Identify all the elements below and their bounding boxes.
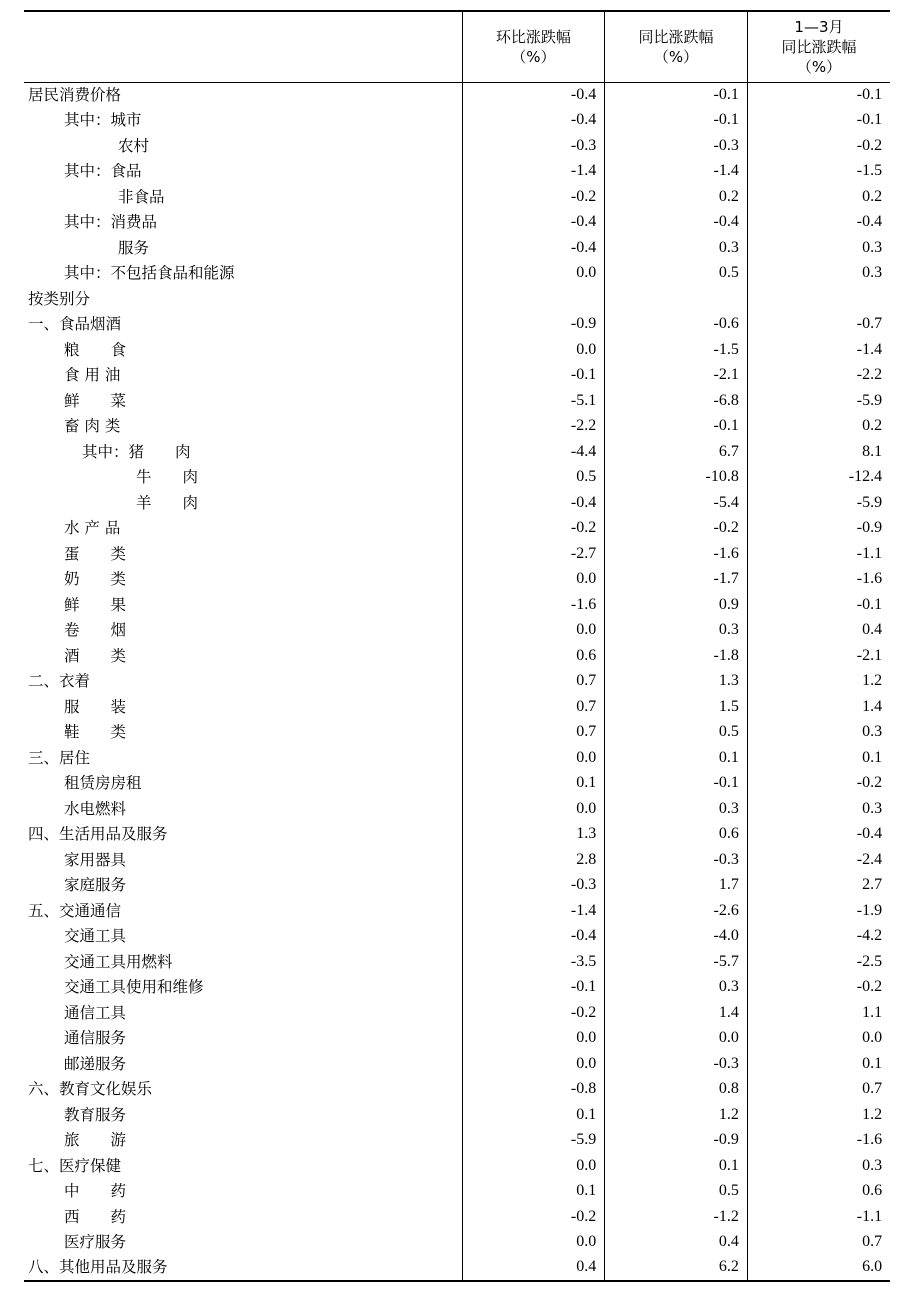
row-label: 其中：城市 bbox=[64, 111, 142, 130]
row-value-yoy: 0.3 bbox=[605, 618, 748, 644]
row-value-yoy: -2.6 bbox=[605, 898, 748, 924]
row-value-yoy: 0.3 bbox=[605, 235, 748, 261]
row-label: 非食品 bbox=[118, 187, 165, 206]
row-value-mom: 0.0 bbox=[462, 796, 605, 822]
row-value-yoy: 0.1 bbox=[605, 1153, 748, 1179]
row-label: 教育服务 bbox=[64, 1105, 127, 1124]
row-label: 牛 肉 bbox=[136, 468, 199, 487]
table-row bbox=[24, 975, 890, 1001]
table-row bbox=[24, 1051, 890, 1077]
row-value-yoy: -0.6 bbox=[605, 312, 748, 338]
row-label: 八、其他用品及服务 bbox=[24, 1255, 462, 1281]
row-label: 蛋 类 bbox=[64, 544, 127, 563]
row-value-yoy: -0.3 bbox=[605, 847, 748, 873]
row-label: 羊 肉 bbox=[136, 493, 199, 512]
table-row bbox=[24, 643, 890, 669]
row-value-ytd: -2.1 bbox=[747, 643, 890, 669]
row-label: 服务 bbox=[118, 238, 150, 257]
row-value-mom: -0.3 bbox=[462, 873, 605, 899]
row-value-yoy: -0.3 bbox=[605, 133, 748, 159]
table-row bbox=[24, 210, 890, 236]
row-label: 水 产 品 bbox=[64, 519, 121, 538]
row-label: 卷 烟 bbox=[64, 621, 127, 640]
row-value-yoy: 1.3 bbox=[605, 669, 748, 695]
row-value-yoy: -0.1 bbox=[605, 414, 748, 440]
row-value-yoy: -0.1 bbox=[605, 82, 748, 108]
table-row bbox=[24, 337, 890, 363]
row-value-mom: 0.1 bbox=[462, 1102, 605, 1128]
row-value-yoy: -2.1 bbox=[605, 363, 748, 389]
row-value-ytd: 0.3 bbox=[747, 720, 890, 746]
row-value-ytd bbox=[747, 286, 890, 312]
row-value-mom: -0.2 bbox=[462, 1204, 605, 1230]
row-value-ytd: 0.1 bbox=[747, 1051, 890, 1077]
table-row bbox=[24, 1153, 890, 1179]
table-row bbox=[24, 796, 890, 822]
row-label: 五、交通通信 bbox=[28, 901, 122, 920]
row-value-ytd: -0.7 bbox=[747, 312, 890, 338]
row-value-mom: -0.9 bbox=[462, 312, 605, 338]
row-value-mom: 0.1 bbox=[462, 1179, 605, 1205]
row-value-ytd: -0.4 bbox=[747, 210, 890, 236]
row-label: 西 药 bbox=[64, 1207, 127, 1226]
row-value-ytd: 0.2 bbox=[747, 414, 890, 440]
row-value-mom: -1.4 bbox=[462, 159, 605, 185]
row-label: 中 药 bbox=[64, 1182, 127, 1201]
row-value-mom: -0.2 bbox=[462, 1000, 605, 1026]
row-label: 农村 bbox=[118, 136, 150, 155]
row-value-mom: 0.0 bbox=[462, 618, 605, 644]
table-row bbox=[24, 261, 890, 287]
header-yoy bbox=[605, 11, 748, 82]
row-value-ytd: 0.7 bbox=[747, 1077, 890, 1103]
row-value-yoy: 0.4 bbox=[605, 1230, 748, 1256]
row-label: 通信服务 bbox=[64, 1029, 127, 1048]
row-label: 通信工具 bbox=[64, 1003, 127, 1022]
row-value-ytd: 1.2 bbox=[747, 1102, 890, 1128]
row-value-mom: 0.0 bbox=[462, 745, 605, 771]
cpi-table bbox=[24, 10, 890, 1282]
row-value-yoy: 0.2 bbox=[605, 184, 748, 210]
table-row bbox=[24, 822, 890, 848]
row-value-mom: 0.0 bbox=[462, 261, 605, 287]
table-row bbox=[24, 618, 890, 644]
row-value-yoy: 1.5 bbox=[605, 694, 748, 720]
row-value-ytd: 6.0 bbox=[747, 1255, 890, 1281]
row-value-yoy: 1.7 bbox=[605, 873, 748, 899]
row-value-mom: 0.6 bbox=[462, 643, 605, 669]
row-value-mom: -0.4 bbox=[462, 82, 605, 108]
table-row bbox=[24, 1204, 890, 1230]
row-value-ytd: 0.3 bbox=[747, 261, 890, 287]
row-value-yoy: -5.7 bbox=[605, 949, 748, 975]
row-value-ytd: -12.4 bbox=[747, 465, 890, 491]
row-value-yoy: -10.8 bbox=[605, 465, 748, 491]
row-value-mom: 0.0 bbox=[462, 1230, 605, 1256]
row-value-yoy: 0.9 bbox=[605, 592, 748, 618]
row-label: 旅 游 bbox=[64, 1131, 127, 1150]
row-value-yoy: 0.5 bbox=[605, 720, 748, 746]
row-value-yoy: -0.1 bbox=[605, 771, 748, 797]
row-value-mom: -0.4 bbox=[462, 235, 605, 261]
table-row bbox=[24, 286, 890, 312]
row-value-yoy: -0.9 bbox=[605, 1128, 748, 1154]
row-value-yoy bbox=[605, 286, 748, 312]
row-value-ytd: -2.4 bbox=[747, 847, 890, 873]
row-value-ytd: 0.2 bbox=[747, 184, 890, 210]
table-row bbox=[24, 516, 890, 542]
header-yoy-line2: （%） bbox=[653, 47, 699, 66]
row-value-ytd: -0.2 bbox=[747, 975, 890, 1001]
header-ytd bbox=[747, 11, 890, 82]
row-value-ytd: -5.9 bbox=[747, 388, 890, 414]
row-value-yoy: 0.5 bbox=[605, 261, 748, 287]
table-row bbox=[24, 949, 890, 975]
row-value-ytd: -0.1 bbox=[747, 108, 890, 134]
row-value-mom: -0.4 bbox=[462, 210, 605, 236]
row-label: 三、居住 bbox=[28, 748, 91, 767]
row-value-ytd: -1.6 bbox=[747, 567, 890, 593]
row-value-yoy: 0.3 bbox=[605, 975, 748, 1001]
row-value-ytd: -0.2 bbox=[747, 771, 890, 797]
table-row bbox=[24, 465, 890, 491]
table-row bbox=[24, 414, 890, 440]
row-value-yoy: -1.4 bbox=[605, 159, 748, 185]
row-value-mom: 0.0 bbox=[462, 567, 605, 593]
row-value-mom: 2.8 bbox=[462, 847, 605, 873]
row-label: 家庭服务 bbox=[64, 876, 127, 895]
row-label: 其中：食品 bbox=[64, 162, 142, 181]
row-value-ytd: 0.0 bbox=[747, 1026, 890, 1052]
row-label: 鞋 类 bbox=[64, 723, 127, 742]
row-value-ytd: -0.1 bbox=[747, 82, 890, 108]
row-value-yoy: -0.2 bbox=[605, 516, 748, 542]
row-value-ytd: 1.4 bbox=[747, 694, 890, 720]
row-value-yoy: 6.2 bbox=[605, 1255, 748, 1281]
row-value-mom: -1.6 bbox=[462, 592, 605, 618]
row-value-yoy: -1.2 bbox=[605, 1204, 748, 1230]
header-ytd-line2: 同比涨跌幅 bbox=[781, 37, 857, 56]
row-value-mom: 0.0 bbox=[462, 1153, 605, 1179]
row-value-mom: 0.0 bbox=[462, 1051, 605, 1077]
header-yoy-line1: 同比涨跌幅 bbox=[638, 27, 714, 46]
row-value-mom: 1.3 bbox=[462, 822, 605, 848]
row-value-yoy: 0.0 bbox=[605, 1026, 748, 1052]
row-value-mom: -1.4 bbox=[462, 898, 605, 924]
row-value-ytd: -0.4 bbox=[747, 822, 890, 848]
row-label: 食 用 油 bbox=[64, 366, 121, 385]
row-value-yoy: 0.3 bbox=[605, 796, 748, 822]
table-row bbox=[24, 567, 890, 593]
row-value-yoy: -1.5 bbox=[605, 337, 748, 363]
header-mom-line1: 环比涨跌幅 bbox=[495, 27, 571, 46]
table-row bbox=[24, 1128, 890, 1154]
row-label: 畜 肉 类 bbox=[64, 417, 121, 436]
row-value-mom: -0.3 bbox=[462, 133, 605, 159]
row-label: 家用器具 bbox=[64, 850, 127, 869]
row-label: 交通工具用燃料 bbox=[64, 952, 173, 971]
row-value-yoy: 0.8 bbox=[605, 1077, 748, 1103]
row-value-mom: -0.8 bbox=[462, 1077, 605, 1103]
row-label: 一、食品烟酒 bbox=[28, 315, 122, 334]
row-value-ytd: 0.4 bbox=[747, 618, 890, 644]
row-label: 酒 类 bbox=[64, 646, 127, 665]
row-label: 医疗服务 bbox=[64, 1233, 127, 1252]
row-value-mom: -0.1 bbox=[462, 363, 605, 389]
table-row bbox=[24, 771, 890, 797]
row-value-ytd: -2.5 bbox=[747, 949, 890, 975]
row-value-yoy: 6.7 bbox=[605, 439, 748, 465]
row-value-mom: 0.7 bbox=[462, 669, 605, 695]
row-value-yoy: 0.6 bbox=[605, 822, 748, 848]
row-value-yoy: -1.6 bbox=[605, 541, 748, 567]
row-value-yoy: 1.2 bbox=[605, 1102, 748, 1128]
header-row bbox=[24, 11, 890, 82]
row-label: 居民消费价格 bbox=[28, 86, 122, 104]
row-value-ytd: -4.2 bbox=[747, 924, 890, 950]
row-value-ytd: 8.1 bbox=[747, 439, 890, 465]
table-row bbox=[24, 720, 890, 746]
table-row bbox=[24, 1000, 890, 1026]
row-value-mom: -0.2 bbox=[462, 516, 605, 542]
row-label: 交通工具使用和维修 bbox=[64, 978, 204, 997]
row-value-ytd: -1.1 bbox=[747, 541, 890, 567]
row-label: 按类别分 bbox=[28, 289, 91, 308]
row-value-mom: 0.7 bbox=[462, 720, 605, 746]
table-row bbox=[24, 1102, 890, 1128]
table-row bbox=[24, 1026, 890, 1052]
row-value-ytd: -1.6 bbox=[747, 1128, 890, 1154]
row-value-yoy: -0.3 bbox=[605, 1051, 748, 1077]
row-label: 水电燃料 bbox=[64, 799, 127, 818]
row-value-ytd: -0.9 bbox=[747, 516, 890, 542]
row-value-mom: -0.2 bbox=[462, 184, 605, 210]
row-label: 交通工具 bbox=[64, 927, 127, 946]
row-label: 粮 食 bbox=[64, 340, 127, 359]
table-row bbox=[24, 363, 890, 389]
table-row bbox=[24, 82, 890, 108]
row-value-yoy: -6.8 bbox=[605, 388, 748, 414]
table-row bbox=[24, 1230, 890, 1256]
row-value-ytd: 0.6 bbox=[747, 1179, 890, 1205]
row-value-yoy: -1.8 bbox=[605, 643, 748, 669]
row-label: 邮递服务 bbox=[64, 1054, 127, 1073]
row-value-ytd: -1.4 bbox=[747, 337, 890, 363]
row-value-ytd: -1.9 bbox=[747, 898, 890, 924]
row-value-mom: -0.4 bbox=[462, 108, 605, 134]
row-label: 二、衣着 bbox=[28, 672, 91, 691]
row-value-ytd: 0.1 bbox=[747, 745, 890, 771]
row-label: 其中：不包括食品和能源 bbox=[64, 264, 235, 283]
row-value-yoy: -5.4 bbox=[605, 490, 748, 516]
table-row bbox=[24, 490, 890, 516]
table-row bbox=[24, 235, 890, 261]
row-value-ytd: -5.9 bbox=[747, 490, 890, 516]
row-value-ytd: -1.1 bbox=[747, 1204, 890, 1230]
table-row bbox=[24, 847, 890, 873]
table-row bbox=[24, 745, 890, 771]
row-value-ytd: 0.3 bbox=[747, 235, 890, 261]
row-label: 七、医疗保健 bbox=[28, 1156, 122, 1175]
row-value-ytd: -1.5 bbox=[747, 159, 890, 185]
row-value-mom: -2.7 bbox=[462, 541, 605, 567]
row-value-ytd: 1.2 bbox=[747, 669, 890, 695]
row-value-mom: 0.1 bbox=[462, 771, 605, 797]
row-label: 鲜 果 bbox=[64, 595, 127, 614]
table-row bbox=[24, 873, 890, 899]
row-label: 服 装 bbox=[64, 697, 127, 716]
row-value-yoy: -0.4 bbox=[605, 210, 748, 236]
row-value-mom: -0.4 bbox=[462, 490, 605, 516]
row-label: 六、教育文化娱乐 bbox=[28, 1080, 153, 1099]
table-row bbox=[24, 669, 890, 695]
table-row bbox=[24, 184, 890, 210]
row-value-ytd: -2.2 bbox=[747, 363, 890, 389]
table-row bbox=[24, 159, 890, 185]
row-value-mom: -0.1 bbox=[462, 975, 605, 1001]
table-row bbox=[24, 1255, 890, 1281]
row-value-yoy: 1.4 bbox=[605, 1000, 748, 1026]
table-row bbox=[24, 133, 890, 159]
row-value-mom: -3.5 bbox=[462, 949, 605, 975]
row-value-yoy: 0.5 bbox=[605, 1179, 748, 1205]
row-value-ytd: 0.7 bbox=[747, 1230, 890, 1256]
row-value-yoy: 0.1 bbox=[605, 745, 748, 771]
header-ytd-line1: 1—3月 bbox=[794, 17, 844, 36]
row-label: 鲜 菜 bbox=[64, 391, 127, 410]
table-row bbox=[24, 388, 890, 414]
row-value-mom: 0.7 bbox=[462, 694, 605, 720]
row-label: 租赁房房租 bbox=[64, 774, 142, 793]
row-value-mom: 0.4 bbox=[462, 1255, 605, 1281]
row-value-mom: -0.4 bbox=[462, 924, 605, 950]
row-value-mom: -2.2 bbox=[462, 414, 605, 440]
row-value-mom: -5.9 bbox=[462, 1128, 605, 1154]
row-value-mom: 0.0 bbox=[462, 337, 605, 363]
row-value-mom: -5.1 bbox=[462, 388, 605, 414]
row-label: 四、生活用品及服务 bbox=[28, 825, 168, 844]
table-row bbox=[24, 1179, 890, 1205]
row-value-ytd: 2.7 bbox=[747, 873, 890, 899]
row-value-yoy: -0.1 bbox=[605, 108, 748, 134]
row-value-yoy: -1.7 bbox=[605, 567, 748, 593]
row-value-mom bbox=[462, 286, 605, 312]
row-value-mom: 0.0 bbox=[462, 1026, 605, 1052]
header-item bbox=[24, 11, 462, 82]
row-value-yoy: -4.0 bbox=[605, 924, 748, 950]
row-label: 奶 类 bbox=[64, 570, 127, 589]
row-value-ytd: -0.1 bbox=[747, 592, 890, 618]
row-value-ytd: 0.3 bbox=[747, 1153, 890, 1179]
header-ytd-line3: （%） bbox=[796, 57, 842, 76]
row-value-ytd: 1.1 bbox=[747, 1000, 890, 1026]
table-row bbox=[24, 1077, 890, 1103]
header-mom-line2: （%） bbox=[511, 47, 556, 66]
table-row bbox=[24, 694, 890, 720]
table-row bbox=[24, 108, 890, 134]
table-row bbox=[24, 898, 890, 924]
header-mom bbox=[462, 11, 605, 82]
row-label: 其中：猪 肉 bbox=[82, 442, 191, 461]
table-row bbox=[24, 541, 890, 567]
row-value-ytd: -0.2 bbox=[747, 133, 890, 159]
row-value-ytd: 0.3 bbox=[747, 796, 890, 822]
table-row bbox=[24, 439, 890, 465]
row-value-mom: 0.5 bbox=[462, 465, 605, 491]
table-body bbox=[24, 82, 890, 1281]
table-row bbox=[24, 312, 890, 338]
table-row bbox=[24, 592, 890, 618]
row-value-mom: -4.4 bbox=[462, 439, 605, 465]
row-label: 其中：消费品 bbox=[64, 213, 158, 232]
table-row bbox=[24, 924, 890, 950]
